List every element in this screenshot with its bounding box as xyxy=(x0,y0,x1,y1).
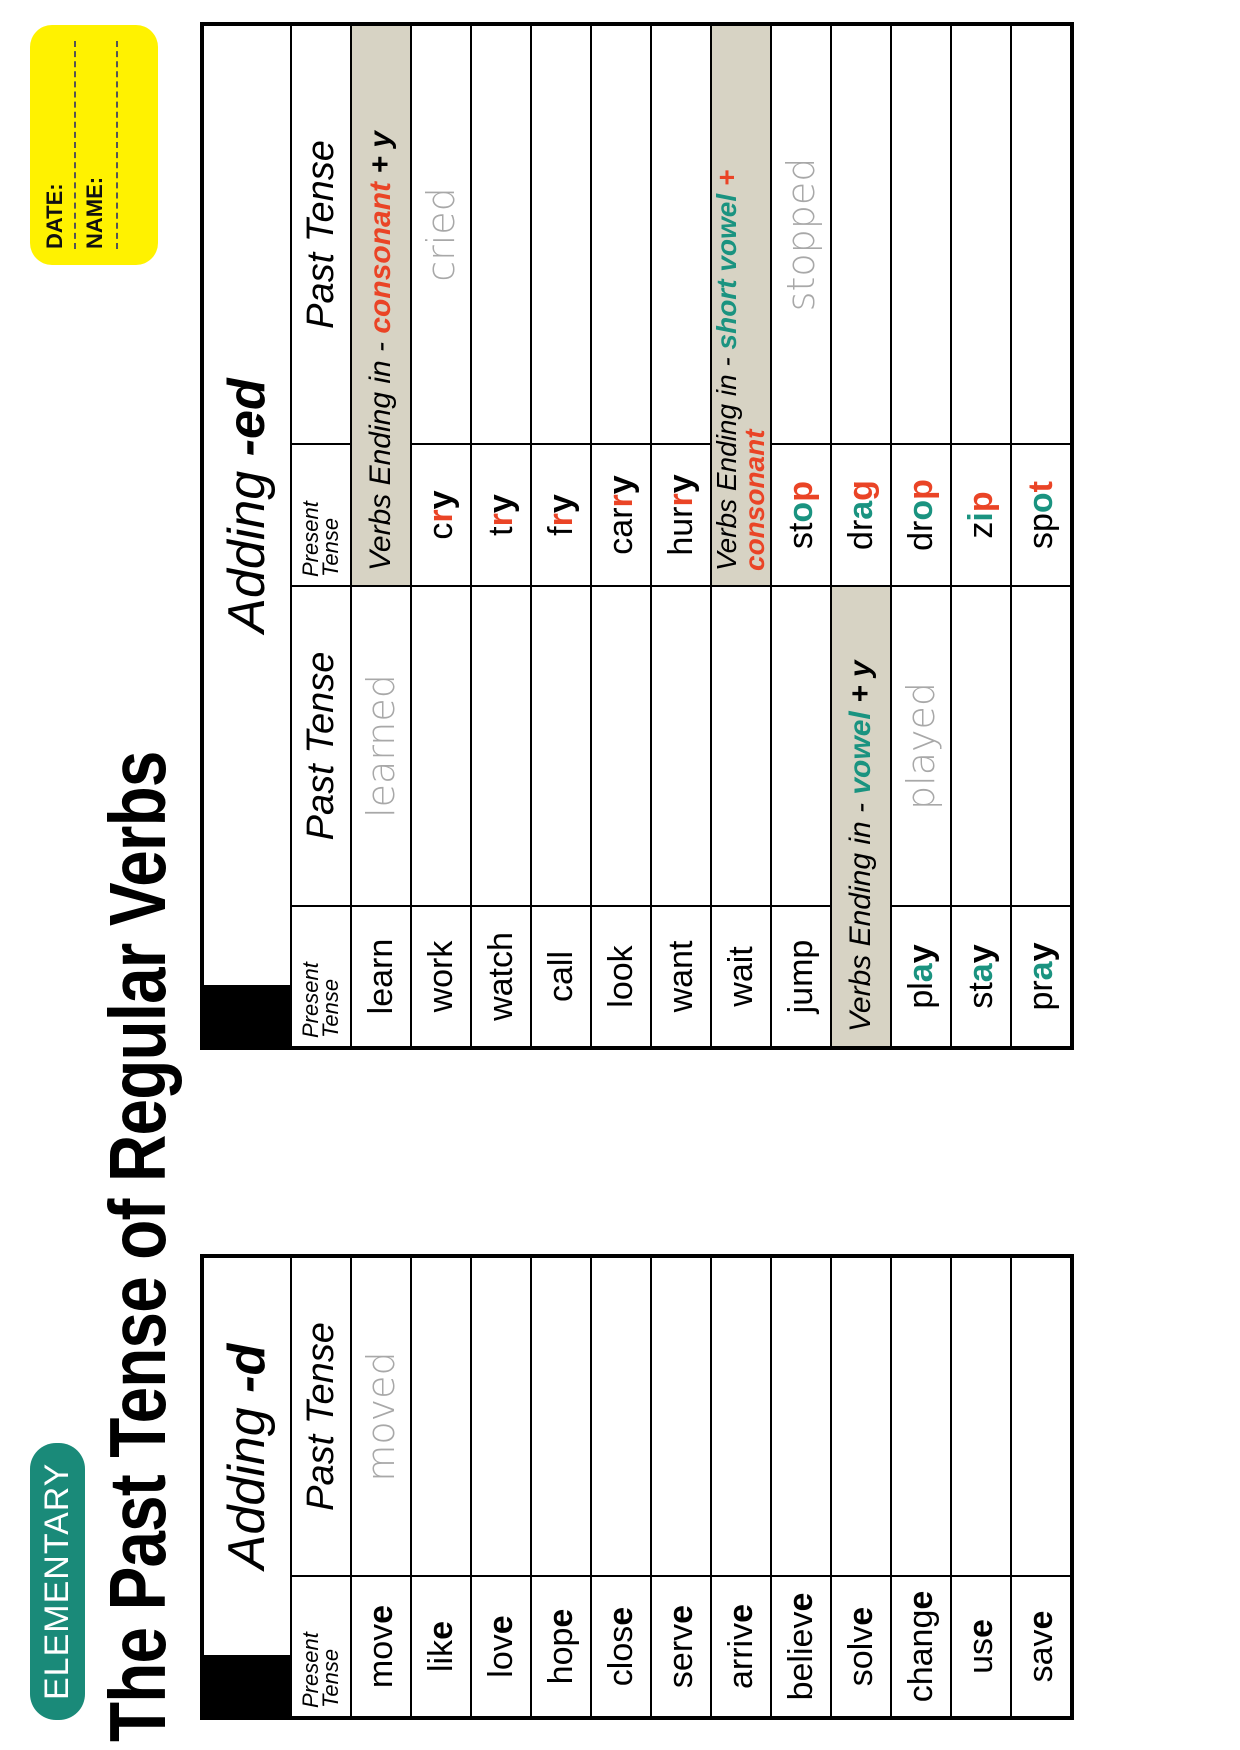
past-tense-header: Past Tense xyxy=(291,24,351,444)
present-verb xyxy=(891,1576,951,1718)
past-tense-cell[interactable] xyxy=(711,586,771,906)
verb-stem: lik xyxy=(421,1639,460,1673)
present-verb xyxy=(831,444,891,586)
page-title: The Past Tense of Regular Verbs xyxy=(93,751,182,1742)
verb-ending: y xyxy=(661,474,700,494)
verb-consonant: r xyxy=(661,493,700,507)
past-tense-cell[interactable] xyxy=(771,1256,831,1576)
verb-ending: e xyxy=(721,1603,760,1623)
past-tense-cell[interactable] xyxy=(711,1256,771,1576)
band-post: + y xyxy=(844,660,877,712)
band-text: Verbs Ending in - xyxy=(711,349,742,571)
verb-stem: t xyxy=(481,526,520,536)
verb-stem: believ xyxy=(781,1611,820,1701)
verb-consonant: p xyxy=(961,491,1000,513)
rule-band-consonant-y xyxy=(351,24,411,586)
verb-stem: chang xyxy=(901,1609,940,1703)
verb-vowel: o xyxy=(1021,492,1060,514)
verb-stem: mov xyxy=(361,1623,400,1689)
present-verb xyxy=(1011,1576,1072,1718)
present-verb xyxy=(951,906,1011,1048)
table-row xyxy=(831,24,891,1048)
present-verb: jump xyxy=(771,906,831,1048)
verb-ending: e xyxy=(361,1604,400,1624)
verb-ending: e xyxy=(961,1619,1000,1638)
present-verb xyxy=(411,444,471,586)
past-tense-cell[interactable] xyxy=(951,586,1011,906)
table-row xyxy=(891,24,951,1048)
verb-consonant: r xyxy=(481,513,520,527)
verb-ending: e xyxy=(841,1606,880,1626)
present-tense-header: Present Tense xyxy=(291,906,351,1048)
verb-stem: sp xyxy=(1021,513,1060,550)
band-text: Verbs Ending in - xyxy=(844,794,877,1032)
verb-ending: y xyxy=(601,475,640,495)
present-verb xyxy=(591,444,651,586)
verb-stem: hur xyxy=(661,506,700,556)
verb-consonant: g xyxy=(841,480,880,501)
table-row xyxy=(651,24,711,1048)
table-adding-ed xyxy=(200,22,1074,1050)
present-verb xyxy=(1011,906,1072,1048)
verb-stem: serv xyxy=(661,1623,700,1689)
past-tense-cell[interactable] xyxy=(651,24,711,444)
verb-ending: e xyxy=(601,1606,640,1626)
band-key-short-vowel: short vowel xyxy=(711,193,742,350)
verb-ending: e xyxy=(481,1615,520,1635)
table-row xyxy=(411,24,471,1048)
past-tense-cell[interactable] xyxy=(1011,24,1072,444)
table-row xyxy=(771,24,831,1048)
present-verb xyxy=(771,444,831,586)
present-verb xyxy=(351,1576,411,1718)
table-row xyxy=(531,24,591,1048)
table-row xyxy=(1011,1256,1072,1718)
past-tense-cell[interactable]: stopped xyxy=(771,24,831,444)
verb-consonant: r xyxy=(601,494,640,508)
present-verb xyxy=(531,444,591,586)
verb-ending: y xyxy=(901,944,940,964)
verb-consonant: r xyxy=(421,509,460,523)
table-adding-d xyxy=(200,1254,1074,1720)
table-row xyxy=(711,1256,771,1718)
past-tense-cell[interactable]: cried xyxy=(411,24,471,444)
verb-stem: dr xyxy=(841,519,880,550)
past-tense-cell[interactable] xyxy=(471,586,531,906)
past-tense-cell[interactable] xyxy=(951,24,1011,444)
verb-consonant: p xyxy=(901,479,940,500)
table-row xyxy=(1011,24,1072,1048)
table-row xyxy=(771,1256,831,1718)
verb-ending: y xyxy=(1021,942,1060,962)
verb-vowel: o xyxy=(781,501,820,523)
verb-stem: pr xyxy=(1021,980,1060,1011)
past-tense-cell[interactable] xyxy=(591,24,651,444)
table-row xyxy=(711,24,771,1048)
verb-ending: e xyxy=(1021,1610,1060,1630)
present-verb: look xyxy=(591,906,651,1048)
past-tense-cell[interactable]: learned xyxy=(351,586,411,906)
present-verb xyxy=(951,444,1011,586)
verb-stem: f xyxy=(541,526,580,536)
present-verb xyxy=(411,1576,471,1718)
verb-stem: sav xyxy=(1021,1629,1060,1683)
band-key-consonant: + consonant xyxy=(711,169,770,571)
table-row xyxy=(591,1256,651,1718)
verb-consonant: p xyxy=(781,481,820,502)
verb-ending: y xyxy=(961,944,1000,964)
past-tense-cell[interactable] xyxy=(951,1256,1011,1576)
past-tense-cell[interactable] xyxy=(1011,586,1072,906)
verb-stem: st xyxy=(961,982,1000,1009)
date-label: DATE: xyxy=(42,183,67,249)
past-tense-cell[interactable] xyxy=(531,586,591,906)
past-tense-cell[interactable] xyxy=(831,1256,891,1576)
present-verb xyxy=(651,1576,711,1718)
verb-vowel: o xyxy=(901,499,940,521)
verb-stem: solv xyxy=(841,1625,880,1687)
band-post: + y xyxy=(364,131,397,182)
verb-stem: z xyxy=(961,521,1000,539)
table-row xyxy=(651,1256,711,1718)
present-verb xyxy=(651,444,711,586)
verb-stem: c xyxy=(421,522,460,540)
verb-stem: clos xyxy=(601,1625,640,1687)
verb-vowel: a xyxy=(841,500,880,520)
past-tense-cell[interactable] xyxy=(471,1256,531,1576)
verb-stem: lov xyxy=(481,1634,520,1678)
verb-ending: e xyxy=(421,1620,460,1640)
name-date-box xyxy=(30,25,158,265)
verb-stem: us xyxy=(961,1638,1000,1674)
past-tense-cell[interactable] xyxy=(891,24,951,444)
table-row xyxy=(471,1256,531,1718)
table-row xyxy=(531,1256,591,1718)
table-row xyxy=(951,1256,1011,1718)
table-title-d: Adding -d xyxy=(202,1256,291,1656)
verb-vowel: i xyxy=(961,512,1000,522)
table-title-ed: Adding -ed xyxy=(202,24,291,986)
past-tense-cell[interactable] xyxy=(591,586,651,906)
present-verb xyxy=(831,1576,891,1718)
rule-band-vowel-y xyxy=(831,586,891,1048)
name-line[interactable] xyxy=(116,41,118,249)
past-tense-cell[interactable] xyxy=(771,586,831,906)
verb-ending: e xyxy=(901,1590,940,1610)
present-verb: wait xyxy=(711,906,771,1048)
past-tense-cell[interactable] xyxy=(591,1256,651,1576)
present-verb: want xyxy=(651,906,711,1048)
present-tense-header: Present Tense xyxy=(291,444,351,586)
verb-ending: e xyxy=(781,1592,820,1612)
verb-vowel: a xyxy=(1021,961,1060,981)
verb-ending: e xyxy=(541,1608,580,1628)
present-verb xyxy=(771,1576,831,1718)
verb-stem: pl xyxy=(901,982,940,1009)
table-row xyxy=(411,1256,471,1718)
verb-consonant: r xyxy=(541,513,580,527)
table-row xyxy=(591,24,651,1048)
table-tab xyxy=(202,986,291,1048)
table-row xyxy=(831,1256,891,1718)
verb-vowel: a xyxy=(961,963,1000,983)
past-tense-cell[interactable] xyxy=(891,1256,951,1576)
verb-consonant: t xyxy=(1021,480,1060,493)
present-tense-header: Present Tense xyxy=(291,1576,351,1718)
table-row xyxy=(351,1256,411,1718)
present-verb xyxy=(1011,444,1072,586)
present-verb xyxy=(711,1576,771,1718)
past-tense-cell[interactable] xyxy=(831,24,891,444)
verb-stem: arriv xyxy=(721,1622,760,1690)
band-key-vowel: vowel xyxy=(844,711,877,795)
verb-ending: e xyxy=(661,1604,700,1624)
verb-stem: dr xyxy=(901,520,940,551)
past-tense-cell[interactable] xyxy=(531,24,591,444)
table-row xyxy=(351,24,411,1048)
table-row xyxy=(891,1256,951,1718)
past-tense-cell[interactable]: played xyxy=(891,586,951,906)
present-verb xyxy=(891,906,951,1048)
verb-ending: y xyxy=(481,494,520,514)
present-verb: learn xyxy=(351,906,411,1048)
past-tense-cell[interactable] xyxy=(531,1256,591,1576)
verb-stem: car xyxy=(601,507,640,555)
past-tense-header: Past Tense xyxy=(291,1256,351,1576)
level-badge: ELEMENTARY xyxy=(30,1443,85,1720)
present-verb: work xyxy=(411,906,471,1048)
present-verb xyxy=(471,444,531,586)
present-verb xyxy=(891,444,951,586)
table-tab xyxy=(202,1656,291,1718)
present-verb xyxy=(951,1576,1011,1718)
present-verb xyxy=(591,1576,651,1718)
verb-ending: y xyxy=(421,490,460,510)
date-line[interactable] xyxy=(74,41,76,249)
present-verb: watch xyxy=(471,906,531,1048)
name-label: NAME: xyxy=(82,176,107,249)
past-tense-cell[interactable]: moved xyxy=(351,1256,411,1576)
table-row xyxy=(471,24,531,1048)
band-key-consonant: consonant xyxy=(364,181,397,334)
verb-stem: st xyxy=(781,522,820,550)
past-tense-cell[interactable] xyxy=(411,1256,471,1576)
past-tense-cell[interactable] xyxy=(1011,1256,1072,1576)
rule-band-short-vowel xyxy=(711,24,771,586)
past-tense-cell[interactable] xyxy=(471,24,531,444)
past-tense-cell[interactable] xyxy=(651,586,711,906)
past-tense-cell[interactable] xyxy=(411,586,471,906)
past-tense-header: Past Tense xyxy=(291,586,351,906)
present-verb xyxy=(531,1576,591,1718)
band-text: Verbs Ending in - xyxy=(364,333,397,571)
present-verb xyxy=(471,1576,531,1718)
verb-stem: hop xyxy=(541,1627,580,1685)
verb-ending: y xyxy=(541,494,580,514)
table-row xyxy=(951,24,1011,1048)
past-tense-cell[interactable] xyxy=(651,1256,711,1576)
present-verb: call xyxy=(531,906,591,1048)
verb-vowel: a xyxy=(901,963,940,983)
